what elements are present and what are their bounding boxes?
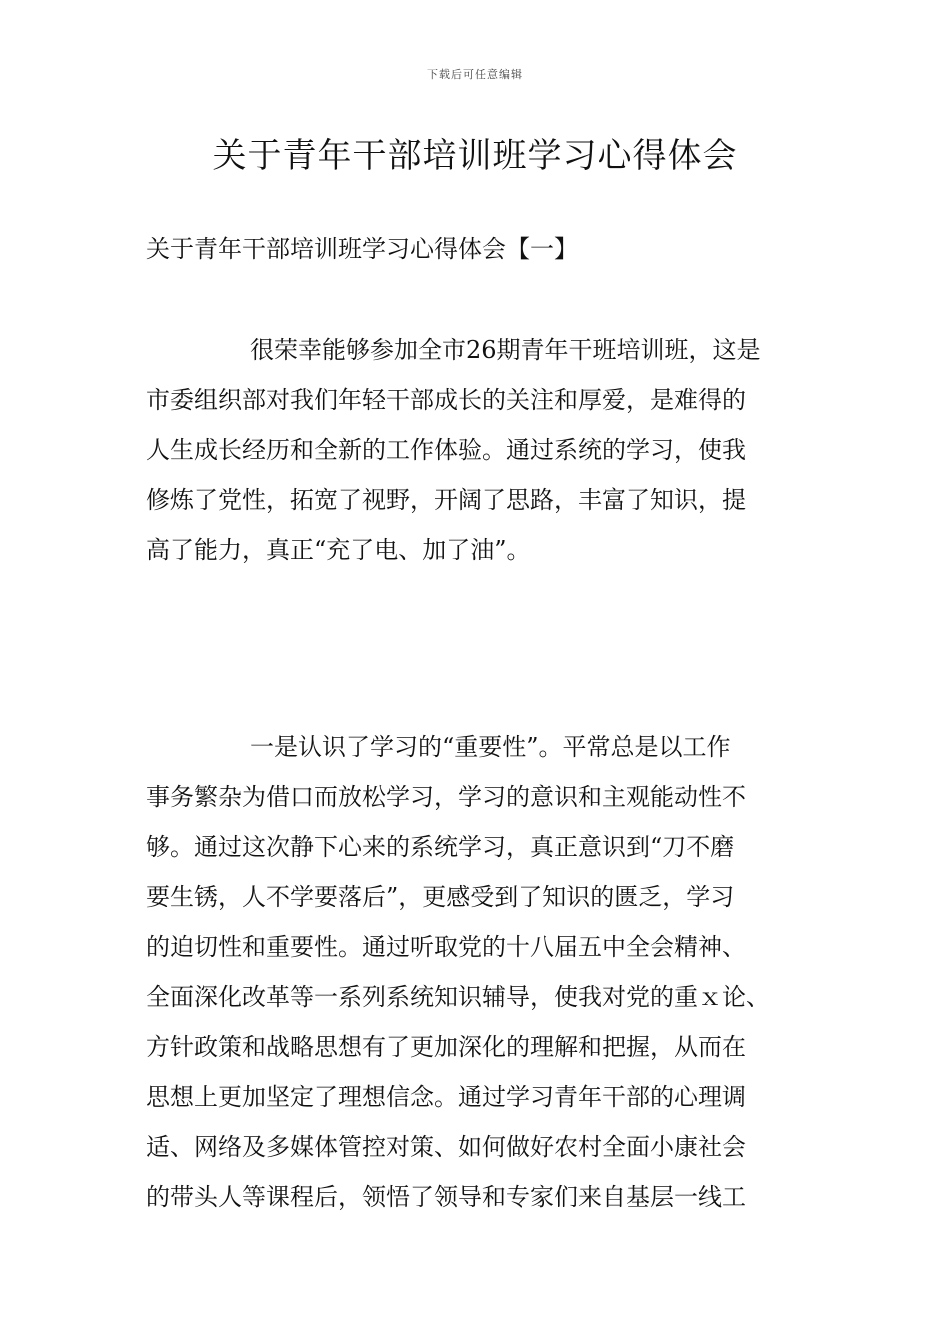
paragraph-line: 适、网络及多媒体管控对策、如何做好农村全面小康社会	[146, 1133, 746, 1161]
page-header-note: 下载后可任意编辑	[427, 68, 523, 81]
paragraph-point-one	[146, 722, 806, 1222]
paragraph-line: 的带头人等课程后，领悟了领导和专家们来自基层一线工	[146, 1183, 746, 1211]
paragraph-line: 全面深化改革等一系列系统知识辅导，使我对党的重ｘ论、	[146, 983, 770, 1011]
paragraph-line: 修炼了党性，拓宽了视野，开阔了思路，丰富了知识，提	[146, 486, 746, 514]
paragraph-line: 人生成长经历和全新的工作体验。通过系统的学习，使我	[146, 436, 746, 464]
document-title: 关于青年干部培训班学习心得体会	[212, 136, 738, 176]
paragraph-line: 高了能力，真正“充了电、加了油”。	[146, 536, 531, 564]
paragraph-line: 思想上更加坚定了理想信念。通过学习青年干部的心理调	[146, 1083, 746, 1111]
paragraph-line: 很荣幸能够参加全市26期青年干班培训班，这是	[250, 336, 761, 364]
paragraph-line: 方针政策和战略思想有了更加深化的理解和把握，从而在	[146, 1033, 746, 1061]
paragraph-intro	[146, 325, 806, 575]
paragraph-line: 的迫切性和重要性。通过听取党的十八届五中全会精神、	[146, 933, 746, 961]
paragraph-line: 要生锈，人不学要落后”，更感受到了知识的匮乏，学习	[146, 883, 735, 911]
paragraph-line: 够。通过这次静下心来的系统学习，真正意识到“刀不磨	[146, 833, 735, 861]
section-heading: 关于青年干部培训班学习心得体会【一】	[146, 235, 578, 263]
paragraph-line: 市委组织部对我们年轻干部成长的关注和厚爱，是难得的	[146, 386, 746, 414]
paragraph-line: 一是认识了学习的“重要性”。平常总是以工作	[250, 733, 731, 761]
paragraph-line: 事务繁杂为借口而放松学习，学习的意识和主观能动性不	[146, 783, 746, 811]
